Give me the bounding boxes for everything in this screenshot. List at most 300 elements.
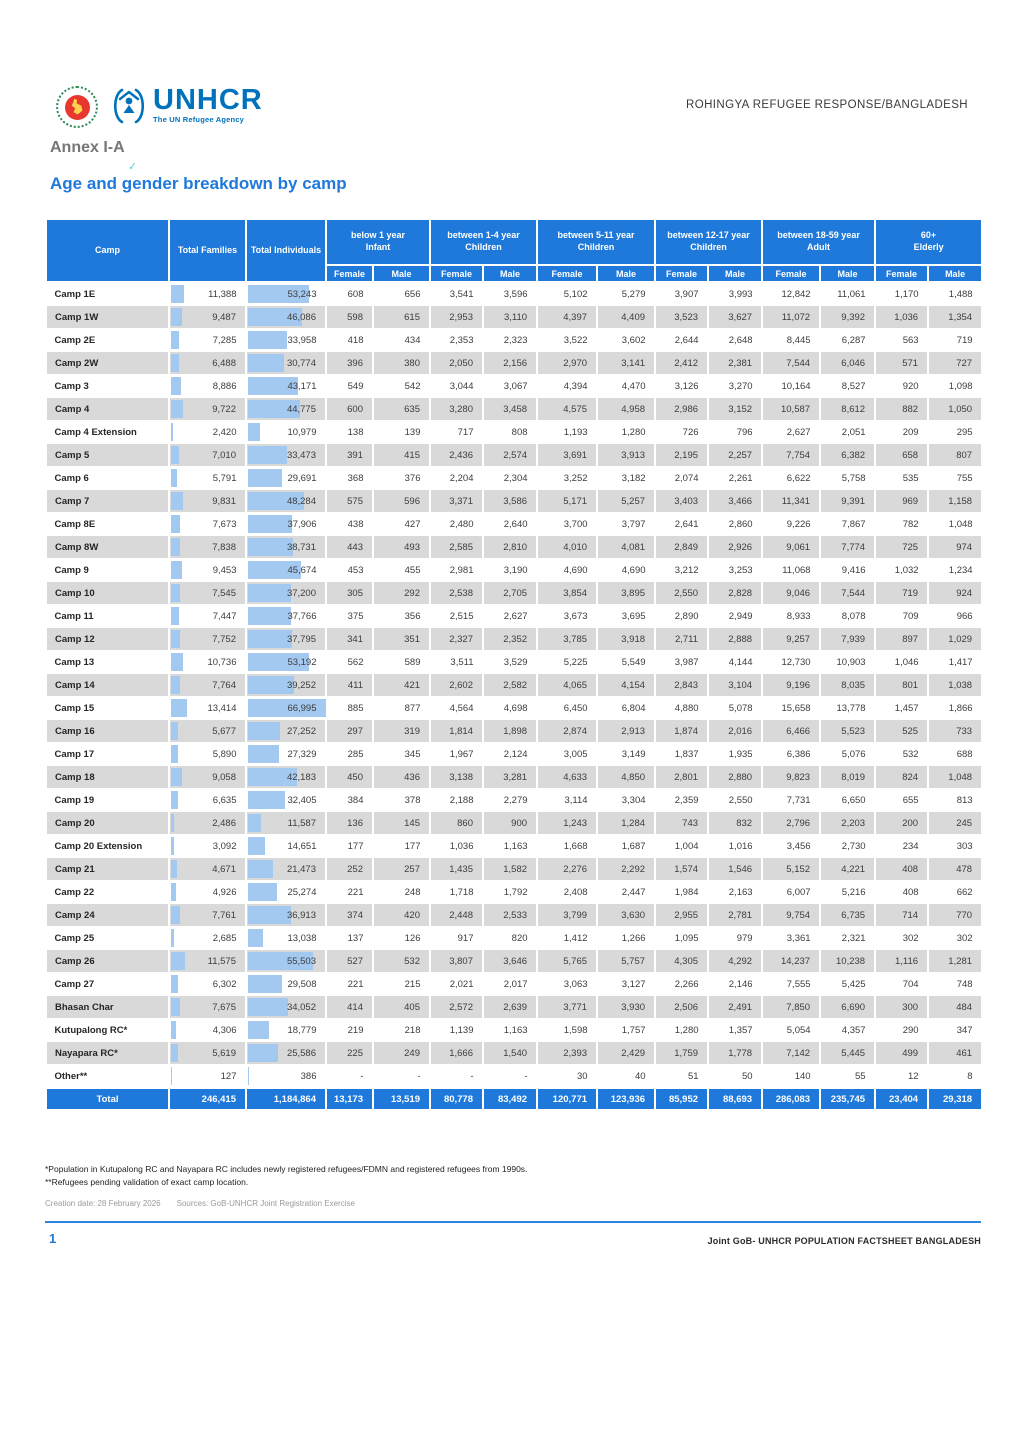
families-value: 8,886 xyxy=(212,380,237,392)
value-cell: 2,888 xyxy=(708,628,762,651)
value-cell: 380 xyxy=(373,352,430,375)
camp-cell: Camp 14 xyxy=(46,674,169,697)
value-cell: 55 xyxy=(820,1065,875,1089)
value-cell: 11,061 xyxy=(820,282,875,306)
value-cell: 248 xyxy=(373,881,430,904)
camp-table-container xyxy=(45,218,983,1111)
value-cell: 542 xyxy=(373,375,430,398)
value-cell: 704 xyxy=(875,973,928,996)
families-cell xyxy=(169,996,246,1019)
value-cell: 139 xyxy=(373,421,430,444)
value-cell: 4,690 xyxy=(537,559,597,582)
female-header-2: Female xyxy=(537,265,597,282)
total-value-cell: 13,519 xyxy=(373,1088,430,1110)
value-cell: 1,935 xyxy=(708,743,762,766)
families-value: 5,791 xyxy=(212,472,237,484)
value-cell: 11,341 xyxy=(762,490,820,513)
value-cell: 3,529 xyxy=(483,651,537,674)
header-row-groups xyxy=(46,219,982,265)
value-cell: 1,546 xyxy=(708,858,762,881)
families-cell xyxy=(169,306,246,329)
value-cell: 3,371 xyxy=(430,490,483,513)
value-cell: 138 xyxy=(326,421,373,444)
value-cell: 3,063 xyxy=(537,973,597,996)
camp-cell: Camp 6 xyxy=(46,467,169,490)
unhcr-tagline: The UN Refugee Agency xyxy=(153,115,245,125)
value-cell: 571 xyxy=(875,352,928,375)
value-cell: 1,032 xyxy=(875,559,928,582)
value-cell: 727 xyxy=(928,352,982,375)
value-cell: 2,515 xyxy=(430,605,483,628)
families-data-bar xyxy=(171,998,180,1016)
individuals-data-bar xyxy=(248,331,288,349)
individuals-value: 37,906 xyxy=(287,518,317,530)
camp-cell: Camp 3 xyxy=(46,375,169,398)
value-cell: 9,391 xyxy=(820,490,875,513)
families-data-bar xyxy=(171,768,182,786)
value-cell: 6,466 xyxy=(762,720,820,743)
families-cell xyxy=(169,881,246,904)
individuals-value: 37,766 xyxy=(287,610,317,622)
value-cell: 6,007 xyxy=(762,881,820,904)
value-cell: 2,491 xyxy=(708,996,762,1019)
individuals-cell xyxy=(246,651,326,674)
value-cell: 140 xyxy=(762,1065,820,1089)
families-data-bar xyxy=(171,469,178,487)
table-row xyxy=(46,743,982,766)
value-cell: 2,955 xyxy=(655,904,708,927)
value-cell: 562 xyxy=(326,651,373,674)
value-cell: 824 xyxy=(875,766,928,789)
value-cell: 733 xyxy=(928,720,982,743)
camp-cell: Camp 12 xyxy=(46,628,169,651)
value-cell: 3,586 xyxy=(483,490,537,513)
families-cell xyxy=(169,1065,246,1089)
individuals-value: 25,586 xyxy=(286,1047,316,1059)
camp-cell: Camp 8W xyxy=(46,536,169,559)
value-cell: 1,193 xyxy=(537,421,597,444)
value-cell: 436 xyxy=(373,766,430,789)
value-cell: 2,533 xyxy=(483,904,537,927)
individuals-value: 37,795 xyxy=(286,633,316,645)
individuals-value: 13,038 xyxy=(287,932,317,944)
value-cell: 2,913 xyxy=(597,720,655,743)
value-cell: 2,640 xyxy=(483,513,537,536)
value-cell: 126 xyxy=(373,927,430,950)
individuals-cell xyxy=(246,1019,326,1042)
value-cell: 3,253 xyxy=(708,559,762,582)
camp-cell: Nayapara RC* xyxy=(46,1042,169,1065)
families-data-bar xyxy=(171,1067,173,1085)
value-cell: 2,639 xyxy=(483,996,537,1019)
value-cell: 257 xyxy=(373,858,430,881)
footnotes xyxy=(45,1163,527,1189)
individuals-value: 29,508 xyxy=(287,978,317,990)
families-data-bar xyxy=(171,584,180,602)
camp-table xyxy=(45,218,983,1111)
value-cell: 4,698 xyxy=(483,697,537,720)
value-cell: 2,261 xyxy=(708,467,762,490)
value-cell: 755 xyxy=(928,467,982,490)
value-cell: 6,450 xyxy=(537,697,597,720)
value-cell: 3,044 xyxy=(430,375,483,398)
value-cell: 302 xyxy=(875,927,928,950)
families-cell xyxy=(169,421,246,444)
value-cell: 635 xyxy=(373,398,430,421)
value-cell: 1,574 xyxy=(655,858,708,881)
unhcr-wordmark: UNHCR xyxy=(153,84,263,116)
individuals-cell xyxy=(246,743,326,766)
individuals-value: 44,775 xyxy=(286,403,316,415)
value-cell: 3,602 xyxy=(597,329,655,352)
camp-column-header: Camp xyxy=(46,219,169,282)
individuals-data-bar xyxy=(248,814,261,832)
individuals-cell xyxy=(246,421,326,444)
individuals-cell xyxy=(246,605,326,628)
families-data-bar xyxy=(171,515,180,533)
value-cell: 9,226 xyxy=(762,513,820,536)
age-group-header-2: between 5-11 year Children xyxy=(537,219,655,265)
individuals-value: 55,503 xyxy=(286,955,316,967)
individuals-cell xyxy=(246,398,326,421)
families-data-bar xyxy=(171,354,179,372)
value-cell: 2,393 xyxy=(537,1042,597,1065)
value-cell: 3,281 xyxy=(483,766,537,789)
camp-cell: Camp 18 xyxy=(46,766,169,789)
individuals-value: 53,243 xyxy=(287,288,317,300)
individuals-data-bar xyxy=(248,515,292,533)
families-data-bar xyxy=(171,331,180,349)
value-cell: 4,065 xyxy=(537,674,597,697)
value-cell: 5,225 xyxy=(537,651,597,674)
individuals-cell xyxy=(246,1065,326,1089)
value-cell: 2,574 xyxy=(483,444,537,467)
value-cell: 2,276 xyxy=(537,858,597,881)
age-group-header-3: between 12-17 year Children xyxy=(655,219,762,265)
value-cell: 384 xyxy=(326,789,373,812)
total-value-cell: 85,952 xyxy=(655,1088,708,1110)
value-cell: 2,051 xyxy=(820,421,875,444)
value-cell: 3,005 xyxy=(537,743,597,766)
individuals-cell xyxy=(246,835,326,858)
value-cell: 9,257 xyxy=(762,628,820,651)
individuals-value: 37,200 xyxy=(286,587,316,599)
families-data-bar xyxy=(171,308,182,326)
value-cell: 807 xyxy=(928,444,982,467)
value-cell: 3,361 xyxy=(762,927,820,950)
value-cell: 5,445 xyxy=(820,1042,875,1065)
individuals-value: 43,171 xyxy=(287,380,317,392)
individuals-cell xyxy=(246,375,326,398)
families-value: 3,092 xyxy=(212,840,237,852)
value-cell: 1,095 xyxy=(655,927,708,950)
total-value-cell: 123,936 xyxy=(597,1088,655,1110)
female-header-4: Female xyxy=(762,265,820,282)
value-cell: 218 xyxy=(373,1019,430,1042)
value-cell: - xyxy=(483,1065,537,1089)
value-cell: 13,778 xyxy=(820,697,875,720)
total-value-cell: 246,415 xyxy=(169,1088,246,1110)
families-data-bar xyxy=(171,630,180,648)
value-cell: 1,243 xyxy=(537,812,597,835)
value-cell: 1,266 xyxy=(597,927,655,950)
table-row xyxy=(46,352,982,375)
value-cell: 2,582 xyxy=(483,674,537,697)
value-cell: 615 xyxy=(373,306,430,329)
families-value: 11,575 xyxy=(207,955,236,967)
value-cell: 525 xyxy=(875,720,928,743)
value-cell: 1,357 xyxy=(708,1019,762,1042)
table-row xyxy=(46,582,982,605)
value-cell: 796 xyxy=(708,421,762,444)
value-cell: 1,666 xyxy=(430,1042,483,1065)
value-cell: 453 xyxy=(326,559,373,582)
table-row xyxy=(46,1065,982,1089)
families-cell xyxy=(169,674,246,697)
camp-cell: Camp 16 xyxy=(46,720,169,743)
families-data-bar xyxy=(171,561,182,579)
value-cell: 897 xyxy=(875,628,928,651)
table-row xyxy=(46,398,982,421)
value-cell: 2,986 xyxy=(655,398,708,421)
individuals-cell xyxy=(246,720,326,743)
value-cell: 1,759 xyxy=(655,1042,708,1065)
value-cell: 3,104 xyxy=(708,674,762,697)
value-cell: 137 xyxy=(326,927,373,950)
individuals-value: 38,731 xyxy=(286,541,316,553)
families-cell xyxy=(169,628,246,651)
value-cell: 2,711 xyxy=(655,628,708,651)
value-cell: 3,907 xyxy=(655,282,708,306)
value-cell: 782 xyxy=(875,513,928,536)
value-cell: 596 xyxy=(373,490,430,513)
families-cell xyxy=(169,950,246,973)
value-cell: 1,435 xyxy=(430,858,483,881)
families-cell xyxy=(169,812,246,835)
value-cell: 2,050 xyxy=(430,352,483,375)
value-cell: 12,730 xyxy=(762,651,820,674)
value-cell: 9,392 xyxy=(820,306,875,329)
individuals-value: 34,052 xyxy=(286,1001,316,1013)
total-label: Total xyxy=(46,1088,169,1110)
families-cell xyxy=(169,398,246,421)
value-cell: 924 xyxy=(928,582,982,605)
families-value: 7,764 xyxy=(212,679,236,691)
camp-cell: Camp 5 xyxy=(46,444,169,467)
families-value: 6,635 xyxy=(212,794,237,806)
value-cell: 3,067 xyxy=(483,375,537,398)
value-cell: 532 xyxy=(373,950,430,973)
families-cell xyxy=(169,858,246,881)
value-cell: 40 xyxy=(597,1065,655,1089)
value-cell: 438 xyxy=(326,513,373,536)
individuals-cell xyxy=(246,628,326,651)
value-cell: 719 xyxy=(928,329,982,352)
value-cell: 2,447 xyxy=(597,881,655,904)
individuals-value: 45,674 xyxy=(287,564,317,576)
value-cell: 478 xyxy=(928,858,982,881)
value-cell: 303 xyxy=(928,835,982,858)
female-header-0: Female xyxy=(326,265,373,282)
value-cell: 2,644 xyxy=(655,329,708,352)
camp-cell: Camp 4 Extension xyxy=(46,421,169,444)
value-cell: 345 xyxy=(373,743,430,766)
value-cell: 200 xyxy=(875,812,928,835)
families-data-bar xyxy=(171,446,179,464)
value-cell: 2,412 xyxy=(655,352,708,375)
value-cell: 2,304 xyxy=(483,467,537,490)
individuals-cell xyxy=(246,352,326,375)
value-cell: 549 xyxy=(326,375,373,398)
value-cell: 1,898 xyxy=(483,720,537,743)
individuals-cell xyxy=(246,490,326,513)
families-data-bar xyxy=(171,791,179,809)
value-cell: 2,648 xyxy=(708,329,762,352)
value-cell: 920 xyxy=(875,375,928,398)
value-cell: 8,527 xyxy=(820,375,875,398)
individuals-value: 33,958 xyxy=(287,334,317,346)
individuals-data-bar xyxy=(248,607,292,625)
value-cell: 2,436 xyxy=(430,444,483,467)
value-cell: 368 xyxy=(326,467,373,490)
individuals-value: 48,284 xyxy=(286,495,316,507)
table-row xyxy=(46,421,982,444)
individuals-data-bar xyxy=(248,584,291,602)
value-cell: 2,257 xyxy=(708,444,762,467)
value-cell: 3,522 xyxy=(537,329,597,352)
table-row xyxy=(46,789,982,812)
value-cell: 2,981 xyxy=(430,559,483,582)
families-cell xyxy=(169,835,246,858)
value-cell: 6,382 xyxy=(820,444,875,467)
value-cell: 743 xyxy=(655,812,708,835)
families-data-bar xyxy=(171,883,177,901)
table-row xyxy=(46,720,982,743)
families-value: 2,685 xyxy=(212,932,237,944)
families-cell xyxy=(169,375,246,398)
value-cell: 2,266 xyxy=(655,973,708,996)
value-cell: 14,237 xyxy=(762,950,820,973)
individuals-cell xyxy=(246,927,326,950)
value-cell: 2,926 xyxy=(708,536,762,559)
individuals-cell xyxy=(246,329,326,352)
table-row xyxy=(46,513,982,536)
value-cell: 5,054 xyxy=(762,1019,820,1042)
families-value: 7,285 xyxy=(212,334,237,346)
families-data-bar xyxy=(171,653,184,671)
families-data-bar xyxy=(171,607,180,625)
value-cell: 177 xyxy=(326,835,373,858)
value-cell: 1,866 xyxy=(928,697,982,720)
value-cell: 3,138 xyxy=(430,766,483,789)
value-cell: 4,357 xyxy=(820,1019,875,1042)
value-cell: 4,850 xyxy=(597,766,655,789)
individuals-cell xyxy=(246,697,326,720)
table-row xyxy=(46,881,982,904)
value-cell: 688 xyxy=(928,743,982,766)
individuals-cell xyxy=(246,766,326,789)
value-cell: 2,860 xyxy=(708,513,762,536)
value-cell: 8,933 xyxy=(762,605,820,628)
families-data-bar xyxy=(171,492,183,510)
value-cell: 1,050 xyxy=(928,398,982,421)
value-cell: 221 xyxy=(326,881,373,904)
value-cell: 2,890 xyxy=(655,605,708,628)
families-cell xyxy=(169,789,246,812)
value-cell: 4,633 xyxy=(537,766,597,789)
value-cell: 5,549 xyxy=(597,651,655,674)
value-cell: 3,270 xyxy=(708,375,762,398)
table-row xyxy=(46,628,982,651)
value-cell: 3,182 xyxy=(597,467,655,490)
value-cell: - xyxy=(373,1065,430,1089)
individuals-cell xyxy=(246,950,326,973)
families-cell xyxy=(169,697,246,720)
families-value: 9,831 xyxy=(212,495,236,507)
value-cell: 2,641 xyxy=(655,513,708,536)
families-cell xyxy=(169,1042,246,1065)
value-cell: 2,480 xyxy=(430,513,483,536)
value-cell: 396 xyxy=(326,352,373,375)
total-value-cell: 88,693 xyxy=(708,1088,762,1110)
creation-line xyxy=(45,1199,371,1208)
value-cell: 662 xyxy=(928,881,982,904)
value-cell: 2,538 xyxy=(430,582,483,605)
value-cell: 3,596 xyxy=(483,282,537,306)
value-cell: 219 xyxy=(326,1019,373,1042)
value-cell: 6,622 xyxy=(762,467,820,490)
value-cell: 2,880 xyxy=(708,766,762,789)
value-cell: 1,158 xyxy=(928,490,982,513)
value-cell: 4,305 xyxy=(655,950,708,973)
value-cell: 1,967 xyxy=(430,743,483,766)
value-cell: 8 xyxy=(928,1065,982,1089)
individuals-value: 10,979 xyxy=(287,426,317,438)
individuals-cell xyxy=(246,582,326,605)
families-cell xyxy=(169,282,246,306)
value-cell: 3,918 xyxy=(597,628,655,651)
unhcr-logo xyxy=(110,84,263,125)
table-row xyxy=(46,467,982,490)
table-row xyxy=(46,605,982,628)
value-cell: 1,036 xyxy=(875,306,928,329)
value-cell: 3,114 xyxy=(537,789,597,812)
value-cell: 608 xyxy=(326,282,373,306)
value-cell: 5,152 xyxy=(762,858,820,881)
value-cell: 1,004 xyxy=(655,835,708,858)
individuals-data-bar xyxy=(248,1021,270,1039)
value-cell: 3,700 xyxy=(537,513,597,536)
value-cell: 2,074 xyxy=(655,467,708,490)
individuals-value: 36,913 xyxy=(286,909,316,921)
value-cell: 1,163 xyxy=(483,835,537,858)
individuals-data-bar xyxy=(248,998,288,1016)
value-cell: 10,164 xyxy=(762,375,820,398)
value-cell: 3,280 xyxy=(430,398,483,421)
individuals-cell xyxy=(246,674,326,697)
value-cell: 1,046 xyxy=(875,651,928,674)
male-header-3: Male xyxy=(708,265,762,282)
value-cell: 3,913 xyxy=(597,444,655,467)
value-cell: 748 xyxy=(928,973,982,996)
value-cell: 2,203 xyxy=(820,812,875,835)
value-cell: 717 xyxy=(430,421,483,444)
families-value: 10,736 xyxy=(207,656,237,668)
value-cell: 860 xyxy=(430,812,483,835)
value-cell: 719 xyxy=(875,582,928,605)
families-cell xyxy=(169,467,246,490)
value-cell: 2,843 xyxy=(655,674,708,697)
